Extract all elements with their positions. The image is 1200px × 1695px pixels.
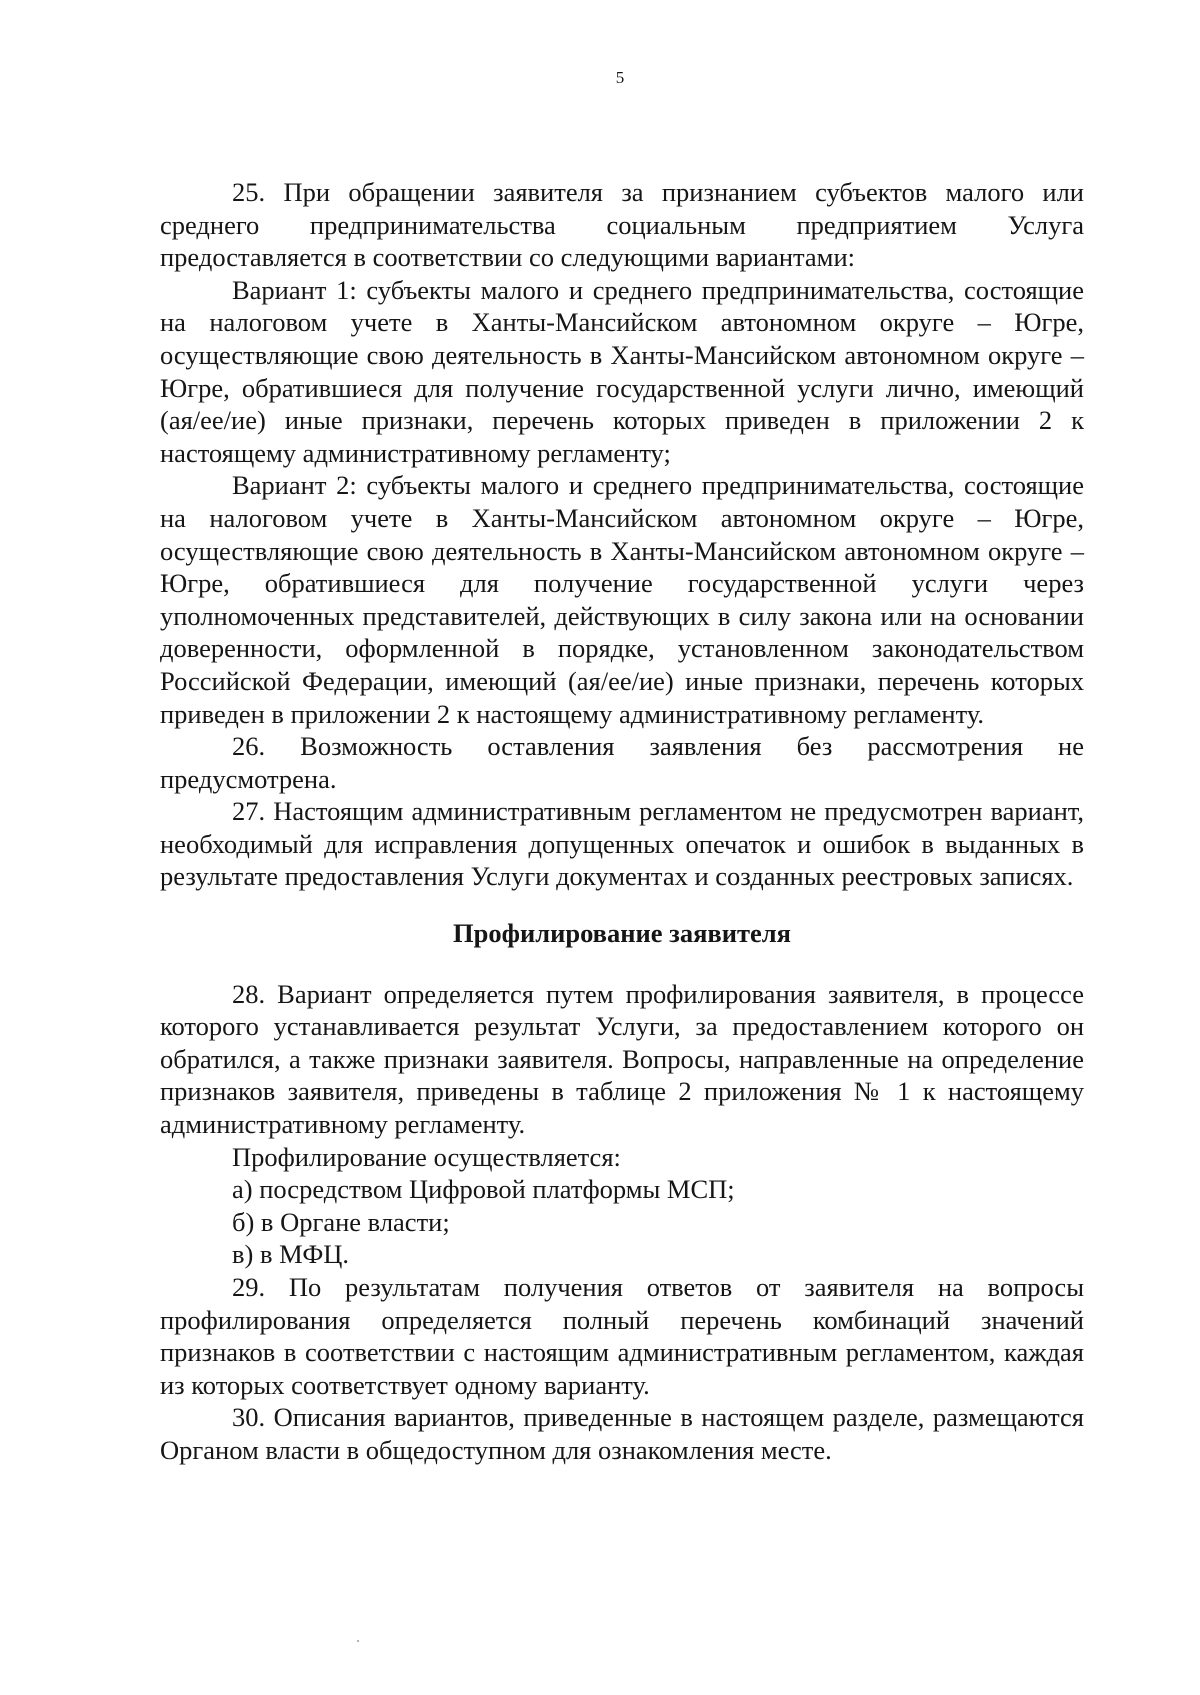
document-body <box>160 176 1084 1467</box>
paragraph-28: 28. Вариант определяется путем профилирования заявителя, в процессе которого устанавливается результат Услуги, за предоставлением которого он обратился, а также признаки заявителя. Вопросы, направленные на определение признаков заявителя, приведены в таблице 2 приложения № 1 к настоящему административному регламенту. <box>160 978 1084 1140</box>
page-number: 5 <box>615 68 625 87</box>
paragraph-27: 27. Настоящим административным регламентом не предусмотрен вариант, необходимый для исправления допущенных опечаток и ошибок в выданных в результате предоставления Услуги документах и созданных реестровых записях. <box>160 796 1084 892</box>
paragraph-29: 29. По результатам получения ответов от заявителя на вопросы профилирования определяется полный перечень комбинаций значений признаков в соответствии с настоящим административным регламентом, каждая из которых соответствует одному варианту. <box>160 1272 1084 1400</box>
profiling-intro: Профилирование осуществляется: <box>232 1141 621 1172</box>
profiling-item-b: б) в Органе власти; <box>232 1206 450 1237</box>
section-heading: Профилирование заявителя <box>453 918 791 949</box>
profiling-item-c: в) в МФЦ. <box>232 1239 350 1270</box>
profiling-item-a: а) посредством Цифровой платформы МСП; <box>232 1174 735 1205</box>
paragraph-30: 30. Описания вариантов, приведенные в настоящем разделе, размещаются Органом власти в общедоступном для ознакомления месте. <box>160 1402 1084 1465</box>
paragraph-25: 25. При обращении заявителя за признанием субъектов малого или среднего предпринимательства социальным предприятием Услуга предоставляется в соответствии со следующими вариантами: <box>160 177 1084 273</box>
scan-speck <box>357 1640 359 1642</box>
paragraph-variant-2: Вариант 2: субъекты малого и среднего предпринимательства, состоящие на налоговом учете в Ханты-Мансийском автономном округе – Югре, осуществляющие свою деятельность в Ханты-Мансийском автономном округе – Югре, обратившиеся для получение государственной услуги через уполномоченных представителей, действующих в силу закона или на основании доверенности, оформленной в порядке, установленном законодательством Российской Федерации, имеющий (ая/ее/ие) иные признаки, перечень которых приведен в приложении 2 к настоящему административному регламенту. <box>160 470 1084 729</box>
paragraph-26: 26. Возможность оставления заявления без рассмотрения не предусмотрена. <box>160 731 1084 794</box>
paragraph-variant-1: Вариант 1: субъекты малого и среднего предпринимательства, состоящие на налоговом учете в Ханты-Мансийском автономном округе – Югре, осуществляющие свою деятельность в Ханты-Мансийском автономном округе – Югре, обратившиеся для получение государственной услуги лично, имеющий (ая/ее/ие) иные признаки, перечень которых приведен в приложении 2 к настоящему административному регламенту; <box>160 274 1084 468</box>
